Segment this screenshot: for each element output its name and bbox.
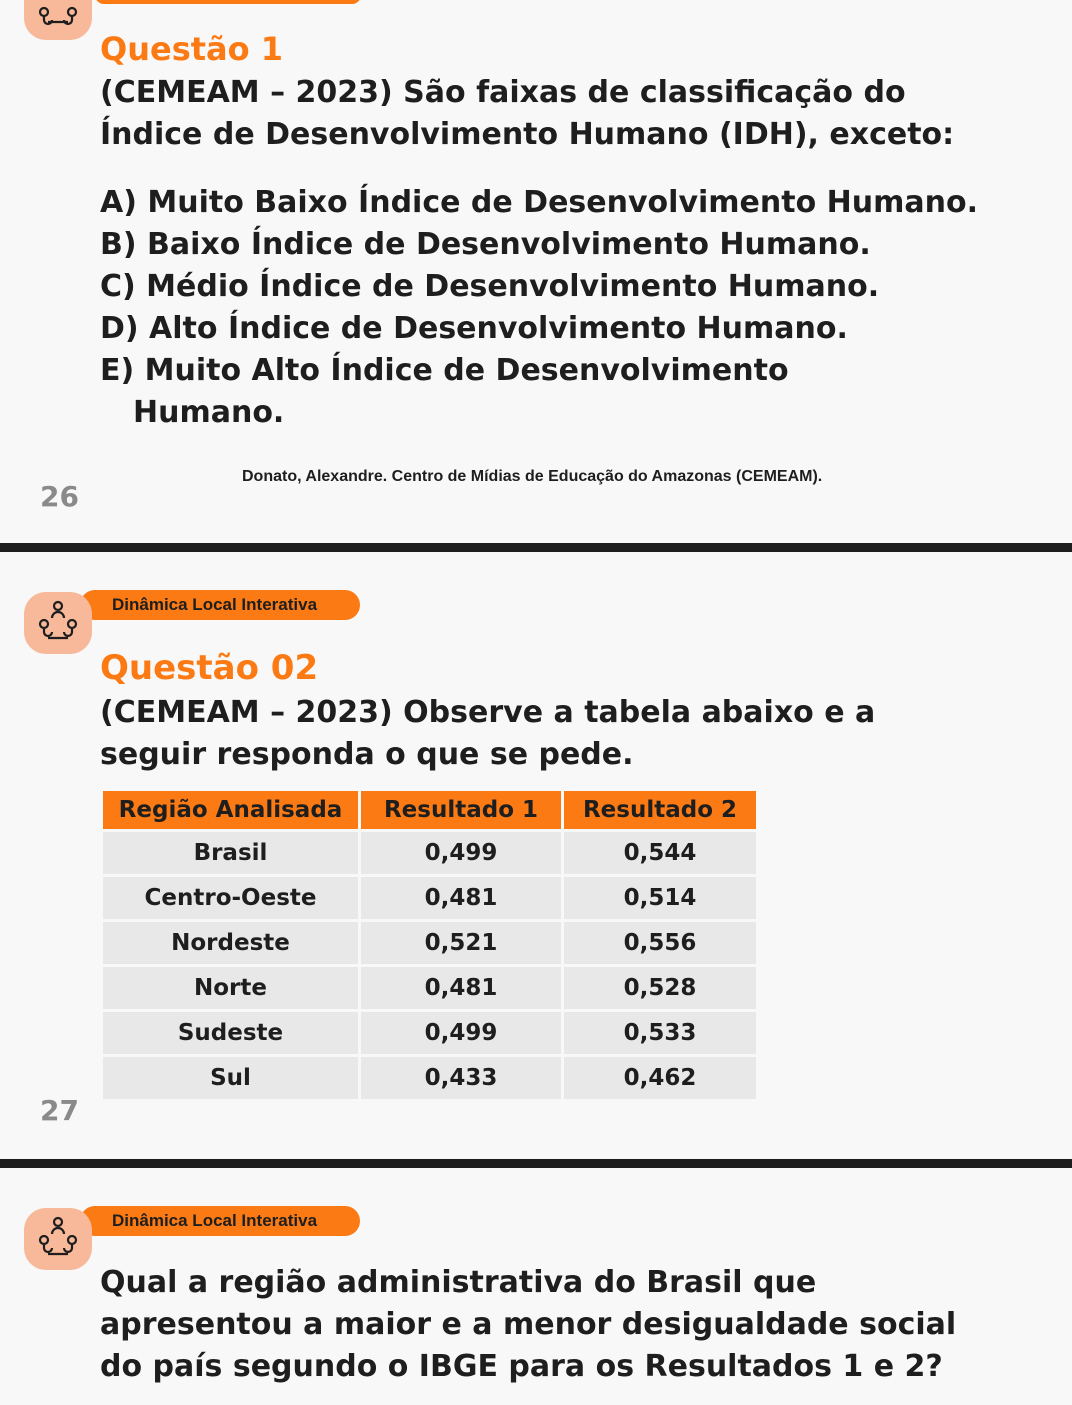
- cell-regiao: Brasil: [103, 832, 358, 874]
- slide-question-1: [0, 0, 1072, 543]
- option-e-continuation: Humano.: [133, 395, 285, 430]
- option-e: E) Muito Alto Índice de Desenvolvimento: [100, 353, 789, 388]
- cell-resultado-2: 0,462: [564, 1057, 756, 1099]
- slide-question-2: [0, 552, 1072, 1158]
- prompt-question: Qual a região administrativa do Brasil que apresentou a maior e a menor desigualdade social do país segundo o IBGE para os Resultados 1 e 2?: [100, 1265, 957, 1384]
- question-text: (CEMEAM – 2023) São faixas de classificação do Índice de Desenvolvimento Humano (IDH), exceto:: [100, 75, 955, 152]
- cell-resultado-2: 0,544: [564, 832, 756, 874]
- table-row: [103, 967, 756, 1009]
- cell-resultado-1: 0,521: [361, 922, 561, 964]
- question-text: (CEMEAM – 2023) Observe a tabela abaixo e a seguir responda o que se pede.: [100, 695, 876, 772]
- cell-regiao: Sudeste: [103, 1012, 358, 1054]
- badge-dinamica: Dinâmica Local Interativa: [80, 1206, 360, 1236]
- page-number: 26: [40, 480, 79, 513]
- option-c: C) Médio Índice de Desenvolvimento Humano.: [100, 269, 880, 304]
- option-d: D) Alto Índice de Desenvolvimento Humano.: [100, 311, 848, 346]
- source-credit: Donato, Alexandre. Centro de Mídias de Educação do Amazonas (CEMEAM).: [242, 468, 823, 485]
- cell-resultado-2: 0,528: [564, 967, 756, 1009]
- cell-regiao: Centro-Oeste: [103, 877, 358, 919]
- header-regiao: Região Analisada: [103, 791, 358, 829]
- question-title: Questão 1: [100, 30, 284, 68]
- header-resultado-1: Resultado 1: [361, 791, 561, 829]
- table-row: [103, 1012, 756, 1054]
- slide-separator: [0, 543, 1072, 552]
- cell-resultado-1: 0,499: [361, 832, 561, 874]
- cell-resultado-2: 0,514: [564, 877, 756, 919]
- cell-resultado-2: 0,533: [564, 1012, 756, 1054]
- cell-resultado-2: 0,556: [564, 922, 756, 964]
- cell-regiao: Nordeste: [103, 922, 358, 964]
- cell-resultado-1: 0,433: [361, 1057, 561, 1099]
- badge-dinamica: Dinâmica Local Interativa: [80, 590, 360, 620]
- cell-resultado-1: 0,481: [361, 967, 561, 1009]
- group-people-icon: [24, 0, 92, 40]
- table-row: [103, 832, 756, 874]
- badge-pill-partial: [95, 0, 361, 4]
- cell-regiao: Norte: [103, 967, 358, 1009]
- table-header-row: [103, 791, 756, 829]
- cell-regiao: Sul: [103, 1057, 358, 1099]
- cell-resultado-1: 0,481: [361, 877, 561, 919]
- group-people-icon: [24, 592, 92, 654]
- slide-question-2-prompt: [0, 1168, 1072, 1405]
- question-title: Questão 02: [100, 648, 319, 688]
- table-row: [103, 877, 756, 919]
- slide-separator: [0, 1159, 1072, 1168]
- table-row: [103, 1057, 756, 1099]
- table-row: [103, 922, 756, 964]
- idh-table: [100, 788, 759, 1102]
- option-a: A) Muito Baixo Índice de Desenvolvimento Humano.: [100, 185, 978, 220]
- header-resultado-2: Resultado 2: [564, 791, 756, 829]
- page-number: 27: [40, 1094, 79, 1127]
- group-people-icon: [24, 1208, 92, 1270]
- option-b: B) Baixo Índice de Desenvolvimento Humano.: [100, 227, 871, 262]
- cell-resultado-1: 0,499: [361, 1012, 561, 1054]
